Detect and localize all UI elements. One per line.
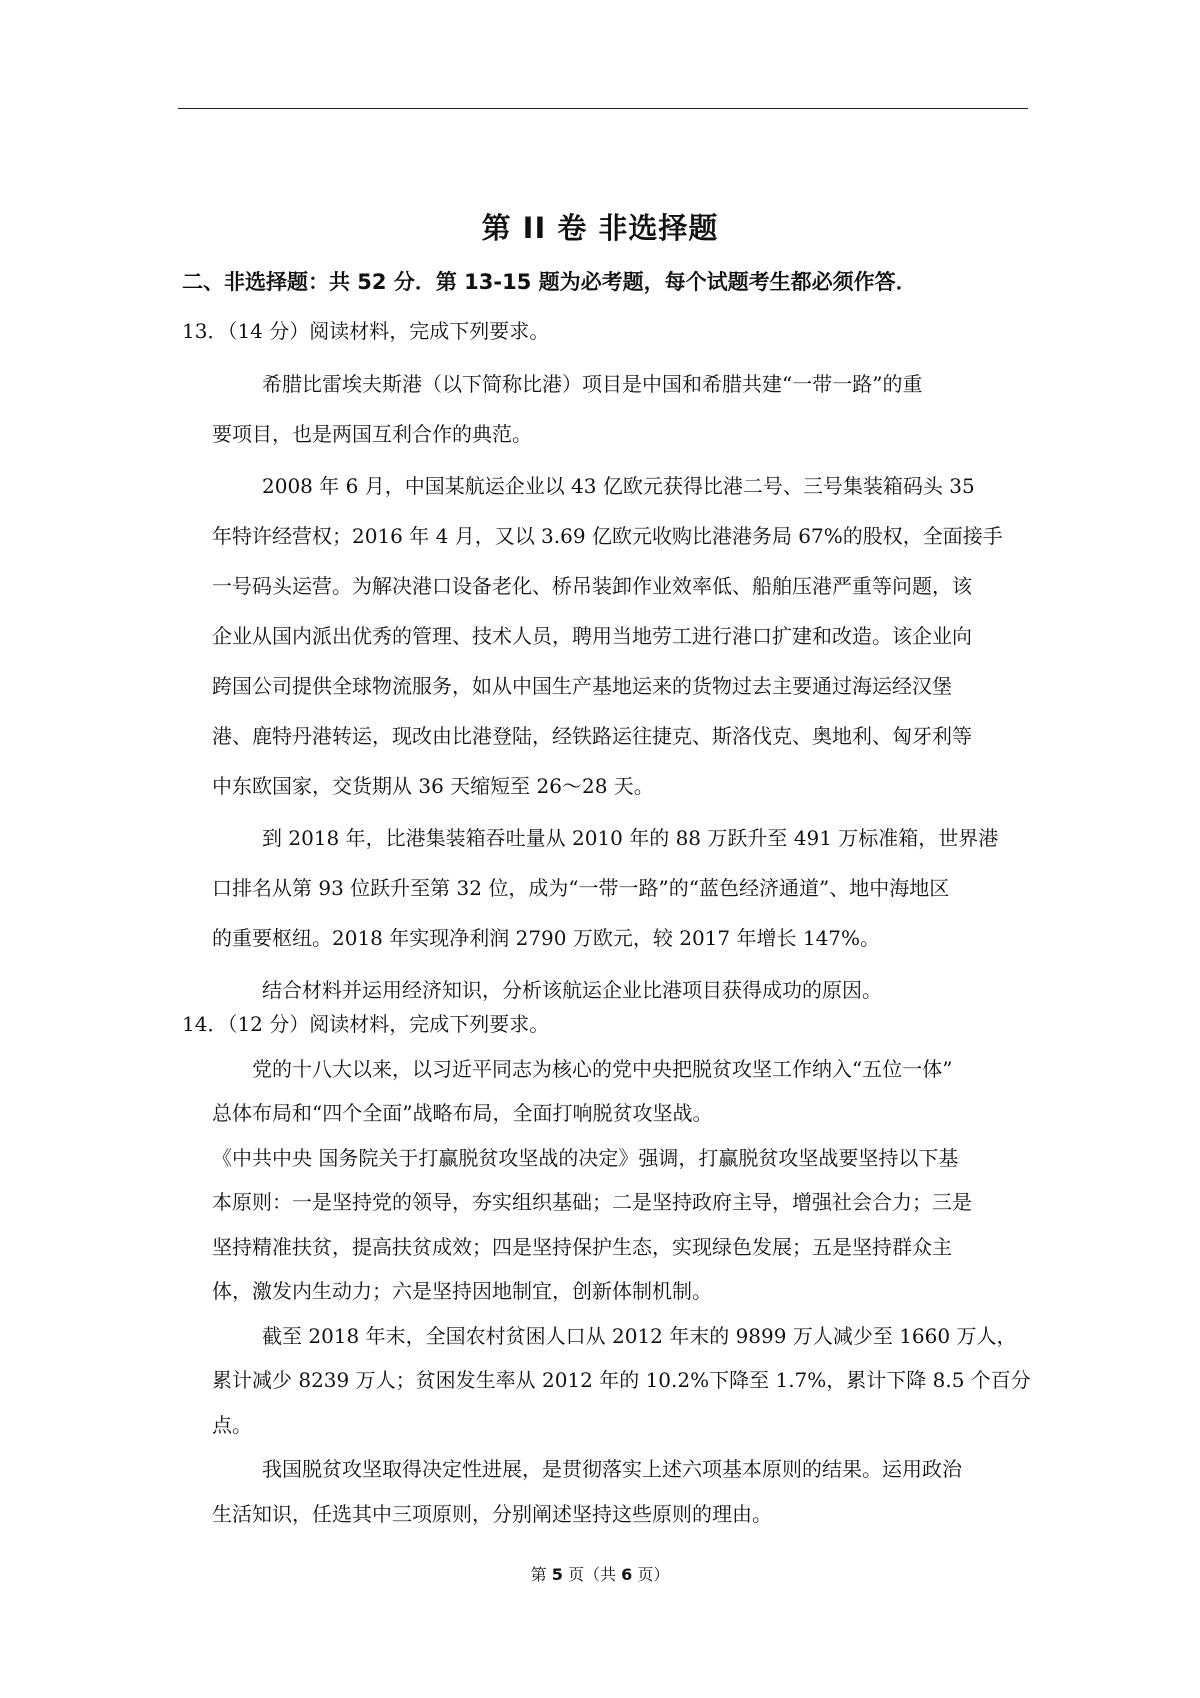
q14-line-3: 《中共中央 国务院关于打赢脱贫攻坚战的决定》强调，打赢脱贫攻坚战要坚持以下基 bbox=[212, 1146, 959, 1170]
q13-line-11: 口排名从第 93 位跃升至第 32 位，成为“一带一路”的“蓝色经济通道”、地中海地区 bbox=[212, 876, 950, 900]
q14-line-10: 我国脱贫攻坚取得决定性进展，是贯彻落实上述六项基本原则的结果。运用政治 bbox=[262, 1457, 962, 1481]
footer-page-number: 5 bbox=[551, 1565, 563, 1584]
page-footer bbox=[0, 1562, 1200, 1585]
q13-line-6: 企业从国内派出优秀的管理、技术人员，聘用当地劳工进行港口扩建和改造。该企业向 bbox=[212, 624, 972, 648]
footer-prefix: 第 bbox=[530, 1565, 552, 1584]
q13-line-7: 跨国公司提供全球物流服务，如从中国生产基地运来的货物过去主要通过海运经汉堡 bbox=[212, 674, 952, 698]
q13-line-12: 的重要枢纽。2018 年实现净利润 2790 万欧元，较 2017 年增长 147%。 bbox=[212, 926, 881, 950]
q13-heading: 13．（14 分）阅读材料，完成下列要求。 bbox=[182, 319, 550, 343]
q14-heading: 14．（12 分）阅读材料，完成下列要求。 bbox=[182, 1012, 550, 1036]
q14-line-11: 生活知识，任选其中三项原则，分别阐述坚持这些原则的理由。 bbox=[212, 1502, 772, 1526]
q13-line-8: 港、鹿特丹港转运，现改由比港登陆，经铁路运往捷克、斯洛伐克、奥地利、匈牙利等 bbox=[212, 724, 972, 748]
footer-total-pages: 6 bbox=[621, 1565, 633, 1584]
q13-line-4: 年特许经营权；2016 年 4 月，又以 3.69 亿欧元收购比港港务局 67%的股权，全面接手 bbox=[212, 524, 1003, 548]
q14-line-7: 截至 2018 年末，全国农村贫困人口从 2012 年末的 9899 万人减少至 1660 万人， bbox=[262, 1324, 1017, 1348]
q14-line-6: 体，激发内生动力；六是坚持因地制宜，创新体制机制。 bbox=[212, 1279, 712, 1303]
footer-suffix: 页） bbox=[632, 1565, 670, 1584]
q13-line-9: 中东欧国家，交货期从 36 天缩短至 26～28 天。 bbox=[212, 774, 654, 798]
q14-line-8: 累计减少 8239 万人；贫困发生率从 2012 年的 10.2%下降至 1.7%，累计下降 8.5 个百分 bbox=[212, 1368, 1031, 1392]
section-title: 第 II 卷 非选择题 bbox=[481, 211, 719, 245]
section-intro: 二、非选择题：共 52 分．第 13-15 题为必考题，每个试题考生都必须作答． bbox=[182, 270, 917, 294]
q14-line-5: 坚持精准扶贫，提高扶贫成效；四是坚持保护生态，实现绿色发展；五是坚持群众主 bbox=[212, 1235, 952, 1259]
q13-line-5: 一号码头运营。为解决港口设备老化、桥吊装卸作业效率低、船舶压港严重等问题，该 bbox=[212, 574, 972, 598]
q13-line-3: 2008 年 6 月，中国某航运企业以 43 亿欧元获得比港二号、三号集装箱码头 35 bbox=[262, 474, 975, 498]
q13-line-2: 要项目，也是两国互利合作的典范。 bbox=[212, 422, 532, 446]
q13-line-10: 到 2018 年，比港集装箱吞吐量从 2010 年的 88 万跃升至 491 万标准箱，世界港 bbox=[262, 826, 999, 850]
q13-task: 结合材料并运用经济知识，分析该航运企业比港项目获得成功的原因。 bbox=[262, 978, 882, 1002]
q14-line-4: 本原则：一是坚持党的领导，夯实组织基础；二是坚持政府主导，增强社会合力；三是 bbox=[212, 1190, 972, 1214]
q14-line-9: 点。 bbox=[212, 1413, 252, 1437]
q14-line-1: 党的十八大以来，以习近平同志为核心的党中央把脱贫攻坚工作纳入“五位一体” bbox=[252, 1057, 953, 1081]
header-rule bbox=[178, 108, 1028, 109]
q13-line-1: 希腊比雷埃夫斯港（以下简称比港）项目是中国和希腊共建“一带一路”的重 bbox=[262, 372, 923, 396]
footer-middle: 页（共 bbox=[562, 1565, 622, 1584]
q14-line-2: 总体布局和“四个全面”战略布局，全面打响脱贫攻坚战。 bbox=[212, 1101, 713, 1125]
